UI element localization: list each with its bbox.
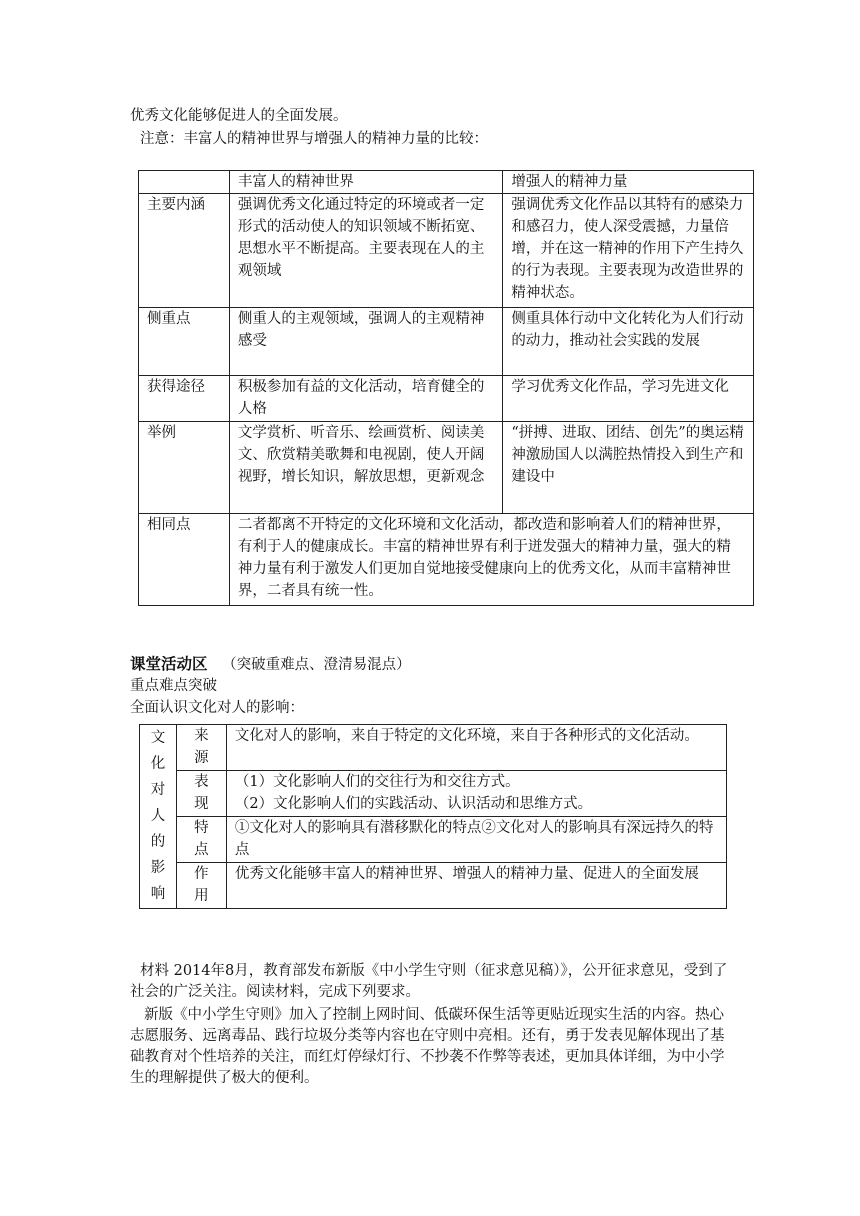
row-label: 来源	[194, 728, 209, 766]
table-row	[139, 194, 754, 308]
table-header-empty	[139, 171, 230, 194]
row-label: 侧重点	[139, 308, 230, 376]
table-row	[140, 817, 727, 863]
table-row	[139, 514, 754, 606]
section-subtitle: （突破重难点、澄清易混点）	[222, 657, 411, 673]
table-row	[140, 725, 727, 771]
table-row	[139, 376, 754, 422]
section-line-1: 重点难点突破	[130, 678, 217, 694]
table-header: 增强人的精神力量	[503, 171, 754, 194]
row-label: 相同点	[139, 514, 230, 606]
comparison-table	[138, 170, 754, 606]
table-cell: “拼搏、进取、团结、创先”的奥运精神激励国人以满腔热情投入到生产和建设中	[503, 422, 754, 514]
side-label-cell	[140, 725, 177, 909]
table-cell: 积极参加有益的文化活动，培育健全的人格	[229, 376, 503, 422]
table-row	[140, 771, 727, 817]
influence-table	[139, 724, 727, 909]
table-cell: 文学赏析、听音乐、绘画赏析、阅读美文、欣赏精美歌舞和电视剧，使人开阔视野，增长知识，解放思想，更新观念	[229, 422, 503, 514]
side-label: 文化对人的影响	[150, 730, 166, 902]
table-cell: 学习优秀文化作品，学习先进文化	[503, 376, 754, 422]
row-label: 特点	[194, 820, 209, 858]
intro-line-1: 优秀文化能够促进人的全面发展。	[130, 108, 348, 124]
material-paragraph-1: 材料 2014年8月，教育部发布新版《中小学生守则（征求意见稿）》，公开征求意见，受到了社会的广泛关注。阅读材料，完成下列要求。	[130, 963, 728, 1000]
row-label: 获得途径	[139, 376, 230, 422]
table-row	[140, 863, 727, 909]
table-row	[139, 422, 754, 514]
table-cell-merged: 二者都离不开特定的文化环境和文化活动，都改造和影响着人们的精神世界，有利于人的健康成长。丰富的精神世界有利于迸发强大的精神力量，强大的精神力量有利于激发人们更加自觉地接受健康向上的优秀文化，从而丰富精神世界，二者具有统一性。	[229, 514, 753, 606]
table-cell: 强调优秀文化通过特定的环境或者一定形式的活动使人的知识领域不断拓宽、思想水平不断提高。主要表现在人的主观领域	[229, 194, 503, 308]
table-cell: 侧重具体行动中文化转化为人们行动的动力，推动社会实践的发展	[503, 308, 754, 376]
intro-line-2: 注意：丰富人的精神世界与增强人的精神力量的比较：	[140, 131, 488, 147]
row-label: 表现	[194, 774, 209, 812]
table-cell: 文化对人的影响，来自于特定的文化环境，来自于各种形式的文化活动。	[226, 725, 726, 771]
table-cell-line: （2）文化影响人们的实践活动、认识活动和思维方式。	[234, 796, 593, 812]
table-cell: 优秀文化能够丰富人的精神世界、增强人的精神力量、促进人的全面发展	[226, 863, 726, 909]
table-cell-line: （1）文化影响人们的交往行为和交往方式。	[234, 774, 520, 790]
section-line-2: 全面认识文化对人的影响：	[130, 700, 304, 716]
section-title: 课堂活动区	[130, 654, 208, 673]
table-cell: 侧重人的主观领域，强调人的主观精神感受	[229, 308, 503, 376]
material-paragraph-2: 新版《中小学生守则》加入了控制上网时间、低碳环保生活等更贴近现实生活的内容。热心志愿服务、远离毒品、践行垃圾分类等内容也在守则中亮相。还有，勇于发表见解体现出了基础教育对个性培养的关注，而红灯停绿灯行、不抄袭不作弊等表述，更加具体详细，为中小学生的理解提供了极大的便利。	[130, 1007, 725, 1086]
section-heading	[130, 653, 730, 676]
table-header: 丰富人的精神世界	[229, 171, 503, 194]
row-label: 作用	[194, 866, 209, 904]
table-cell: ①文化对人的影响具有潜移默化的特点②文化对人的影响具有深远持久的特点	[226, 817, 726, 863]
table-row	[139, 171, 754, 194]
row-label: 举例	[139, 422, 230, 514]
table-row	[139, 308, 754, 376]
row-label: 主要内涵	[139, 194, 230, 308]
table-cell: 强调优秀文化作品以其特有的感染力和感召力，使人深受震撼，力量倍增，并在这一精神的作用下产生持久的行为表现。主要表现为改造世界的精神状态。	[503, 194, 754, 308]
table-cell	[226, 771, 726, 817]
